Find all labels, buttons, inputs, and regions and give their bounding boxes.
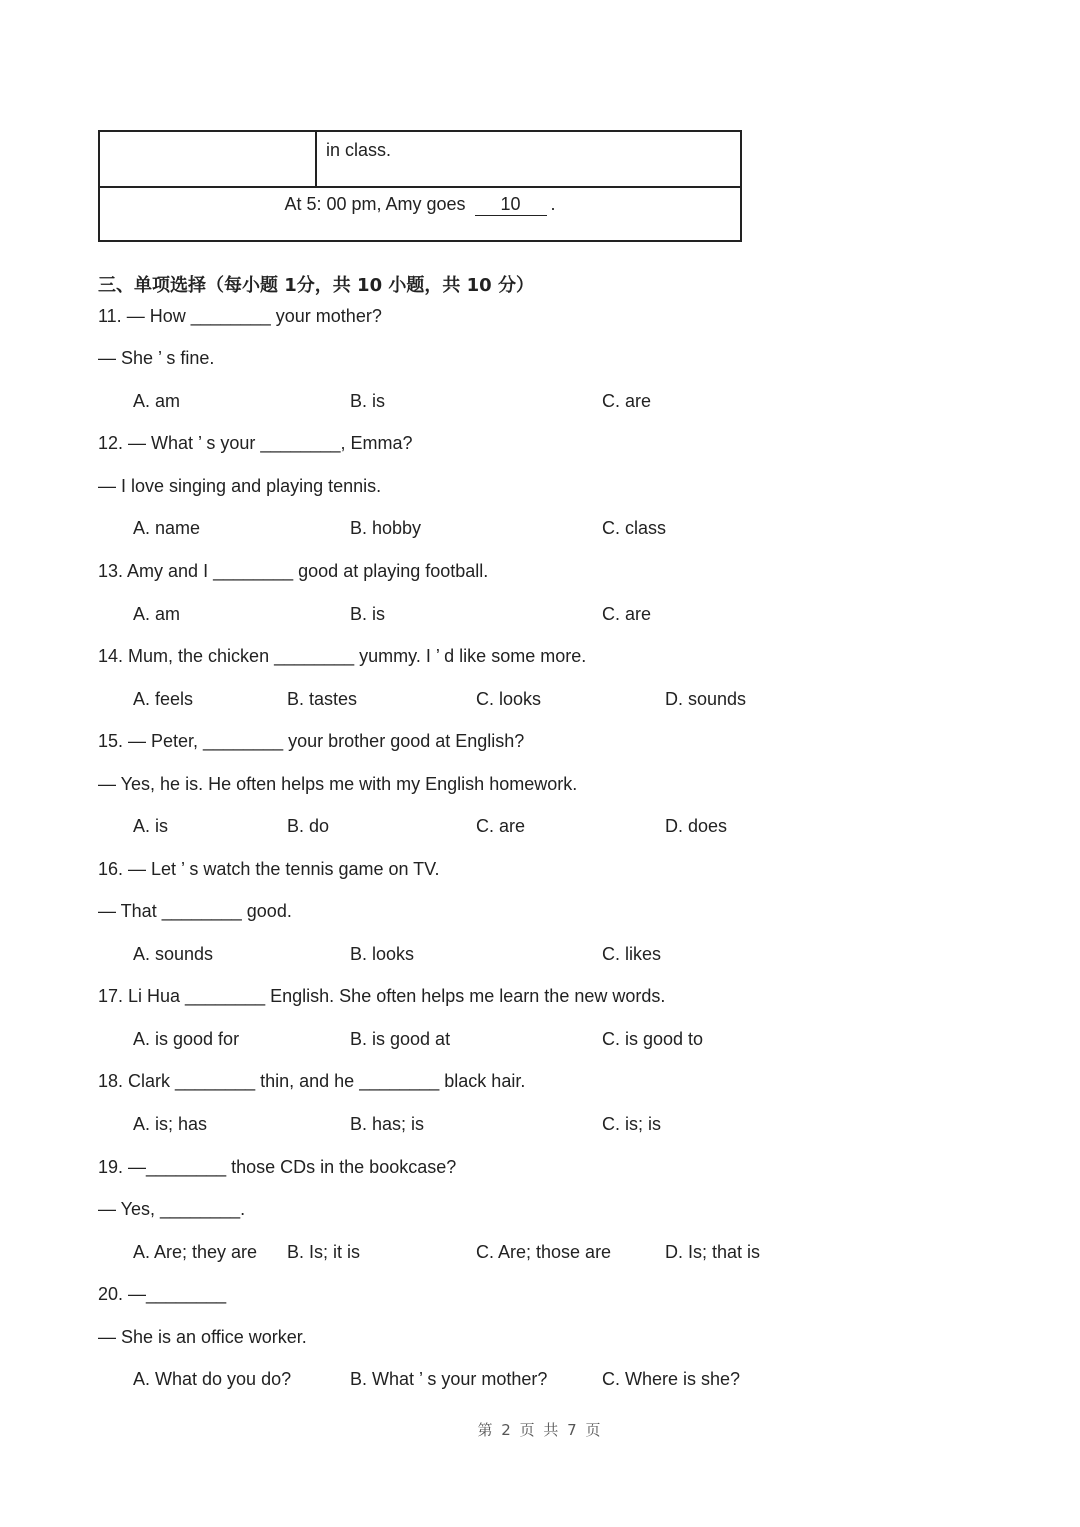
option-c: C. are [602, 604, 652, 624]
answer-line: — She is an office worker. [98, 1327, 307, 1347]
option-c: C. likes [602, 944, 662, 964]
option-b: B. is [350, 391, 386, 411]
question-line: 19. —________ those CDs in the bookcase? [98, 1157, 457, 1177]
option-c: C. are [476, 816, 526, 836]
option-a: A. Are; they are [133, 1242, 258, 1262]
option-c: C. are [602, 391, 652, 411]
option-c: C. Are; those are [476, 1242, 612, 1262]
option-c: C. is good to [602, 1029, 704, 1049]
option-c: C. looks [476, 689, 542, 709]
section-title: 三、单项选择（每小题 1分，共 10 小题，共 10 分） [98, 275, 534, 296]
option-d: D. sounds [665, 689, 747, 709]
answer-line: — Yes, ________. [98, 1199, 246, 1219]
schedule-text: At 5: 00 pm, Amy goes [284, 194, 466, 214]
option-b: B. Is; it is [287, 1242, 361, 1262]
question-line: 20. —________ [98, 1284, 227, 1304]
option-c: C. is; is [602, 1114, 662, 1134]
option-a: A. name [133, 518, 201, 538]
question-line: 12. — What ’ s your ________, Emma? [98, 433, 413, 453]
option-b: B. tastes [287, 689, 358, 709]
question-line: 15. — Peter, ________ your brother good at English? [98, 731, 525, 751]
option-c: C. Where is she? [602, 1369, 741, 1389]
answer-table [98, 130, 742, 242]
option-b: B. hobby [350, 518, 422, 538]
table-cell-empty [100, 132, 317, 186]
question-line: 17. Li Hua ________ English. She often helps me learn the new words. [98, 986, 666, 1006]
option-b: B. has; is [350, 1114, 425, 1134]
option-a: A. am [133, 391, 181, 411]
option-a: A. am [133, 604, 181, 624]
option-b: B. looks [350, 944, 415, 964]
option-b: B. is [350, 604, 386, 624]
question-line: 16. — Let ’ s watch the tennis game on TV. [98, 859, 440, 879]
question-line: 18. Clark ________ thin, and he ________ black hair. [98, 1071, 526, 1091]
table-cell-text: in class. [326, 140, 392, 160]
answer-blank: 10 [475, 194, 547, 216]
option-a: A. is; has [133, 1114, 208, 1134]
question-line: 14. Mum, the chicken ________ yummy. I ’ d like some more. [98, 646, 587, 666]
table-row [100, 132, 740, 188]
table-row-schedule [100, 194, 740, 216]
question-line: 11. — How ________ your mother? [98, 306, 382, 326]
answer-line: — Yes, he is. He often helps me with my English homework. [98, 774, 578, 794]
option-b: B. is good at [350, 1029, 451, 1049]
answer-line: — She ’ s fine. [98, 348, 215, 368]
option-b: B. What ’ s your mother? [350, 1369, 548, 1389]
option-a: A. is [133, 816, 169, 836]
question-line: 13. Amy and I ________ good at playing football. [98, 561, 489, 581]
answer-line: — I love singing and playing tennis. [98, 476, 382, 496]
page-footer: 第 2 页 共 7 页 [477, 1421, 603, 1439]
option-a: A. sounds [133, 944, 214, 964]
option-c: C. class [602, 518, 667, 538]
option-a: A. is good for [133, 1029, 240, 1049]
option-a: A. What do you do? [133, 1369, 292, 1389]
option-a: A. feels [133, 689, 194, 709]
answer-line: — That ________ good. [98, 901, 292, 921]
option-b: B. do [287, 816, 330, 836]
schedule-period: . [550, 194, 556, 214]
option-d: D. Is; that is [665, 1242, 761, 1262]
option-d: D. does [665, 816, 728, 836]
